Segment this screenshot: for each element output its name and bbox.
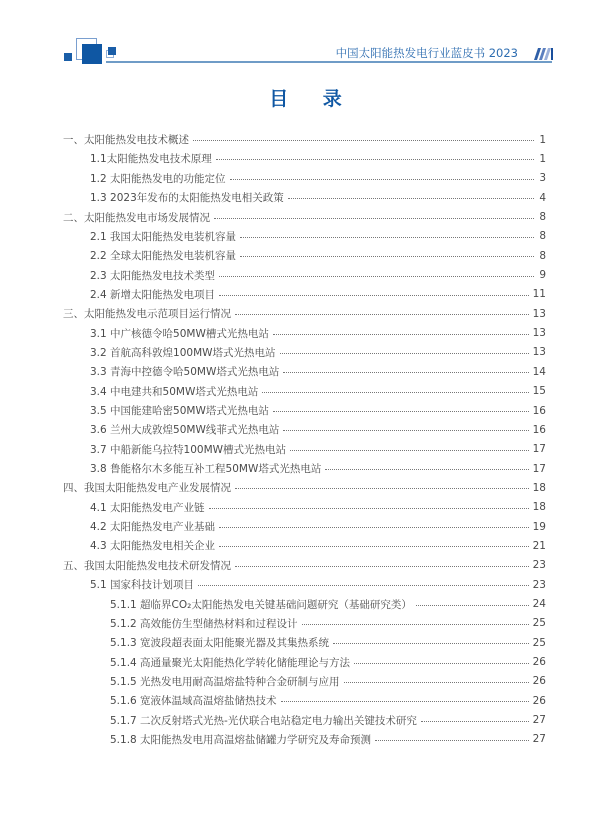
toc-entry-label: 5.1.1 超临界CO₂太阳能热发电关键基础问题研究（基础研究类）: [110, 598, 412, 611]
toc-entry[interactable]: [90, 149, 546, 168]
toc-entry[interactable]: [110, 614, 546, 633]
toc-entry[interactable]: [90, 188, 546, 207]
toc-entry-label: 2.4 新增太阳能热发电项目: [90, 288, 216, 301]
toc-entry[interactable]: [90, 382, 546, 401]
toc-entry-label: 4.1 太阳能热发电产业链: [90, 501, 205, 514]
toc-entry-page-number: 26: [532, 675, 546, 688]
toc-entry[interactable]: [90, 227, 546, 246]
toc-entry-label: 五、我国太阳能热发电技术研发情况: [63, 559, 231, 572]
toc-entry-label: 5.1.8 太阳能热发电用高温熔盐储罐力学研究及寿命预测: [110, 733, 372, 746]
dot-leader: [198, 585, 529, 586]
dot-leader: [219, 276, 534, 277]
dot-leader: [288, 198, 534, 199]
toc-entry[interactable]: [90, 324, 546, 343]
dot-leader: [283, 372, 528, 373]
toc-entry-label: 5.1 国家科技计划项目: [90, 579, 195, 592]
toc-entry-page-number: 27: [532, 733, 546, 746]
toc-entry[interactable]: [110, 672, 546, 691]
toc-entry[interactable]: [90, 362, 546, 381]
toc-entry[interactable]: [63, 556, 546, 575]
logo-square-tiny: [108, 47, 116, 55]
toc-entry[interactable]: [90, 169, 546, 188]
dot-leader: [280, 353, 529, 354]
toc-entry[interactable]: [110, 730, 546, 749]
toc-entry-page-number: 8: [539, 230, 546, 243]
toc-entry[interactable]: [90, 459, 546, 478]
toc-entry-page-number: 27: [532, 714, 546, 727]
toc-entry-label: 3.6 兰州大成敦煌50MW线菲式光热电站: [90, 424, 280, 437]
toc-entry[interactable]: [110, 711, 546, 730]
toc-entry[interactable]: [90, 517, 546, 536]
toc-entry-page-number: 23: [532, 559, 546, 572]
toc-entry-page-number: 11: [532, 288, 546, 301]
toc-entry-label: 一、太阳能热发电技术概述: [63, 134, 189, 147]
toc-entry[interactable]: [110, 691, 546, 710]
toc-entry[interactable]: [63, 478, 546, 497]
toc-entry[interactable]: [90, 575, 546, 594]
toc-entry-page-number: 26: [532, 694, 546, 707]
dot-leader: [235, 488, 529, 489]
toc-entry-page-number: 3: [539, 172, 546, 185]
toc-entry-label: 5.1.2 高效能仿生型储热材料和过程设计: [110, 617, 298, 630]
dot-leader: [273, 334, 529, 335]
toc-entry[interactable]: [63, 130, 546, 149]
toc-entry-page-number: 25: [532, 636, 546, 649]
dot-leader: [375, 740, 529, 741]
toc-entry[interactable]: [90, 440, 546, 459]
toc-entry-label: 3.4 中电建共和50MW塔式光热电站: [90, 385, 259, 398]
dot-leader: [216, 159, 534, 160]
toc-entry-page-number: 1: [539, 152, 546, 165]
dot-leader: [219, 295, 529, 296]
dot-leader: [283, 430, 528, 431]
toc-entry[interactable]: [90, 343, 546, 362]
toc-entry-label: 3.2 首航高科敦煌100MW塔式光热电站: [90, 346, 276, 359]
toc-entry[interactable]: [110, 594, 546, 613]
dot-leader: [235, 314, 529, 315]
dot-leader: [209, 508, 529, 509]
toc-entry[interactable]: [90, 536, 546, 555]
dot-leader: [219, 546, 529, 547]
dot-leader: [290, 450, 529, 451]
toc-entry-page-number: 17: [532, 462, 546, 475]
logo-square-small: [64, 53, 72, 61]
dot-leader: [354, 663, 529, 664]
toc-entry-page-number: 17: [532, 443, 546, 456]
dot-leader: [240, 256, 534, 257]
dot-leader: [333, 643, 529, 644]
toc-entry[interactable]: [90, 401, 546, 420]
toc-entry-label: 1.2 太阳能热发电的功能定位: [90, 172, 226, 185]
stripes-icon: [531, 48, 553, 60]
dot-leader: [230, 179, 534, 180]
dot-leader: [240, 237, 534, 238]
toc-entry-label: 4.2 太阳能热发电产业基础: [90, 521, 216, 534]
dot-leader: [281, 701, 529, 702]
toc-entry[interactable]: [110, 652, 546, 671]
toc-entry-label: 5.1.7 二次反射塔式光热-光伏联合电站稳定电力输出关键技术研究: [110, 714, 417, 727]
toc-entry-page-number: 18: [532, 481, 546, 494]
toc-entry-page-number: 21: [532, 539, 546, 552]
toc-entry-page-number: 8: [539, 249, 546, 262]
toc-entry-label: 5.1.6 宽液体温域高温熔盐储热技术: [110, 695, 277, 708]
dot-leader: [273, 411, 529, 412]
dot-leader: [416, 605, 529, 606]
dot-leader: [193, 140, 534, 141]
toc-entry[interactable]: [63, 207, 546, 226]
toc-entry-page-number: 13: [532, 327, 546, 340]
toc-entry-label: 5.1.3 宽波段超表面太阳能聚光器及其集热系统: [110, 637, 330, 650]
dot-leader: [214, 218, 534, 219]
dot-leader: [325, 469, 528, 470]
toc-entry-label: 1.1太阳能热发电技术原理: [90, 153, 212, 166]
toc-entry-page-number: 25: [532, 617, 546, 630]
dot-leader: [262, 392, 528, 393]
toc-entry-label: 2.3 太阳能热发电技术类型: [90, 269, 216, 282]
toc-entry-label: 5.1.5 光热发电用耐高温熔盐特种合金研制与应用: [110, 675, 340, 688]
toc-entry-page-number: 16: [532, 423, 546, 436]
toc-entry-label: 三、太阳能热发电示范项目运行情况: [63, 308, 231, 321]
toc-entry[interactable]: [90, 498, 546, 517]
toc-entry-page-number: 9: [539, 269, 546, 282]
page-header: [0, 0, 611, 70]
dot-leader: [344, 682, 529, 683]
header-rule: [106, 61, 552, 63]
logo-square-large: [82, 44, 102, 64]
toc-entry-label: 四、我国太阳能热发电产业发展情况: [63, 482, 231, 495]
toc-entry[interactable]: [90, 246, 546, 265]
toc-entry-page-number: 14: [532, 365, 546, 378]
toc-entry-page-number: 13: [532, 307, 546, 320]
toc-entry[interactable]: [90, 285, 546, 304]
toc-entry-label: 2.1 我国太阳能热发电装机容量: [90, 230, 237, 243]
toc-entry-page-number: 4: [539, 191, 546, 204]
toc-entry-label: 二、太阳能热发电市场发展情况: [63, 211, 210, 224]
toc-entry-page-number: 24: [532, 598, 546, 611]
dot-leader: [421, 721, 529, 722]
toc-entry-label: 3.7 中船新能乌拉特100MW槽式光热电站: [90, 443, 287, 456]
toc-entry-page-number: 19: [532, 520, 546, 533]
toc-entry-page-number: 23: [532, 578, 546, 591]
toc-entry-label: 3.1 中广核德令哈50MW槽式光热电站: [90, 327, 269, 340]
toc-entry-label: 5.1.4 高通量聚光太阳能热化学转化储能理论与方法: [110, 656, 351, 669]
dot-leader: [235, 566, 529, 567]
toc-entry-page-number: 13: [532, 346, 546, 359]
toc-entry-label: 4.3 太阳能热发电相关企业: [90, 540, 216, 553]
toc-entry[interactable]: [90, 265, 546, 284]
toc-entry-label: 3.3 青海中控德令哈50MW塔式光热电站: [90, 366, 280, 379]
toc-entry-page-number: 16: [532, 404, 546, 417]
toc-entry-label: 1.3 2023年发布的太阳能热发电相关政策: [90, 192, 284, 205]
toc-entry-page-number: 15: [532, 385, 546, 398]
toc-entry[interactable]: [110, 633, 546, 652]
toc-entry-page-number: 26: [532, 656, 546, 669]
toc-entry-label: 2.2 全球太阳能热发电装机容量: [90, 250, 237, 263]
toc-entry[interactable]: [90, 420, 546, 439]
toc-entry-label: 3.8 鲁能格尔木多能互补工程50MW塔式光热电站: [90, 463, 322, 476]
toc-entry-page-number: 8: [539, 211, 546, 224]
dot-leader: [219, 527, 529, 528]
toc-entry-page-number: 18: [532, 501, 546, 514]
header-title: 中国太阳能热发电行业蓝皮书 2023: [335, 46, 518, 60]
dot-leader: [302, 624, 529, 625]
toc-entry[interactable]: [63, 304, 546, 323]
toc-entry-label: 3.5 中国能建哈密50MW塔式光热电站: [90, 405, 269, 418]
toc-entry-page-number: 1: [539, 133, 546, 146]
page-title: 目 录: [269, 88, 356, 110]
